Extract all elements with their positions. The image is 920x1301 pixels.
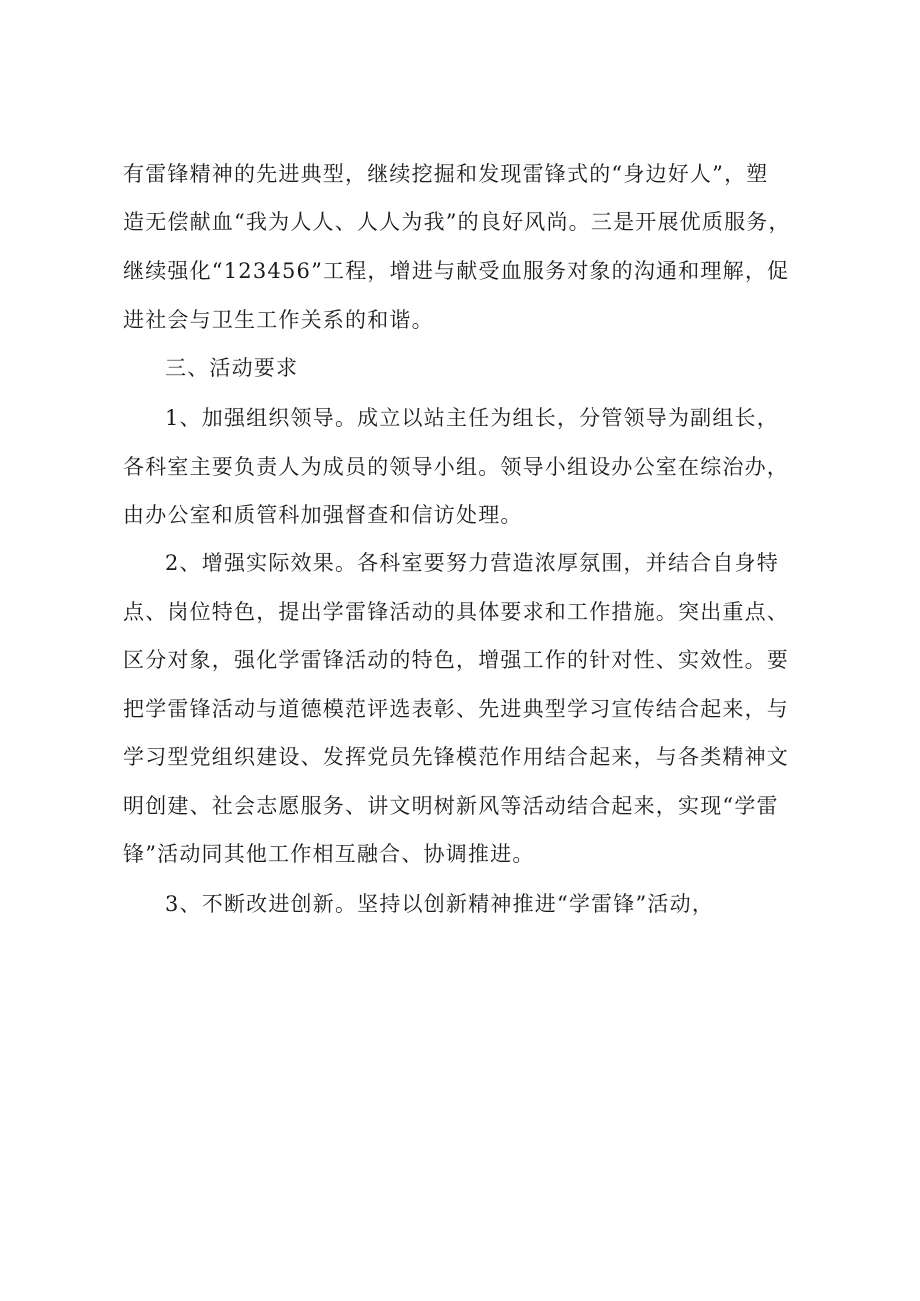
text-line: 学习型党组织建设、发挥党员先锋模范作用结合起来，与各类精神文 [123, 745, 789, 769]
text-line: 明创建、社会志愿服务、讲文明树新风等活动结合起来，实现“学雷 [123, 794, 779, 818]
section-heading: 三、活动要求 [165, 356, 299, 380]
text-line: 继续强化“123456”工程，增进与献受血服务对象的沟通和理解，促 [123, 259, 790, 283]
text-line: 1、加强组织领导。成立以站主任为组长，分管领导为副组长， [165, 406, 779, 430]
text-line: 锋”活动同其他工作相互融合、协调推进。 [123, 842, 535, 866]
text-line: 进社会与卫生工作关系的和谐。 [123, 308, 434, 332]
text-line: 各科室主要负责人为成员的领导小组。领导小组设办公室在综治办， [123, 455, 789, 479]
text-line: 把学雷锋活动与道德模范评选表彰、先进典型学习宣传结合起来，与 [123, 697, 789, 721]
text-line: 3、不断改进创新。坚持以创新精神推进“学雷锋”活动， [165, 892, 715, 916]
text-line: 有雷锋精神的先进典型，继续挖掘和发现雷锋式的“身边好人”，塑 [123, 162, 769, 186]
text-line: 由办公室和质管科加强督查和信访处理。 [123, 503, 523, 527]
text-line: 2、增强实际效果。各科室要努力营造浓厚氛围，并结合自身特 [165, 551, 779, 575]
text-line: 造无偿献血“我为人人、人人为我”的良好风尚。三是开展优质服务， [123, 210, 791, 234]
text-line: 点、岗位特色，提出学雷锋活动的具体要求和工作措施。突出重点、 [123, 600, 789, 624]
text-line: 区分对象，强化学雷锋活动的特色，增强工作的针对性、实效性。要 [123, 648, 789, 672]
